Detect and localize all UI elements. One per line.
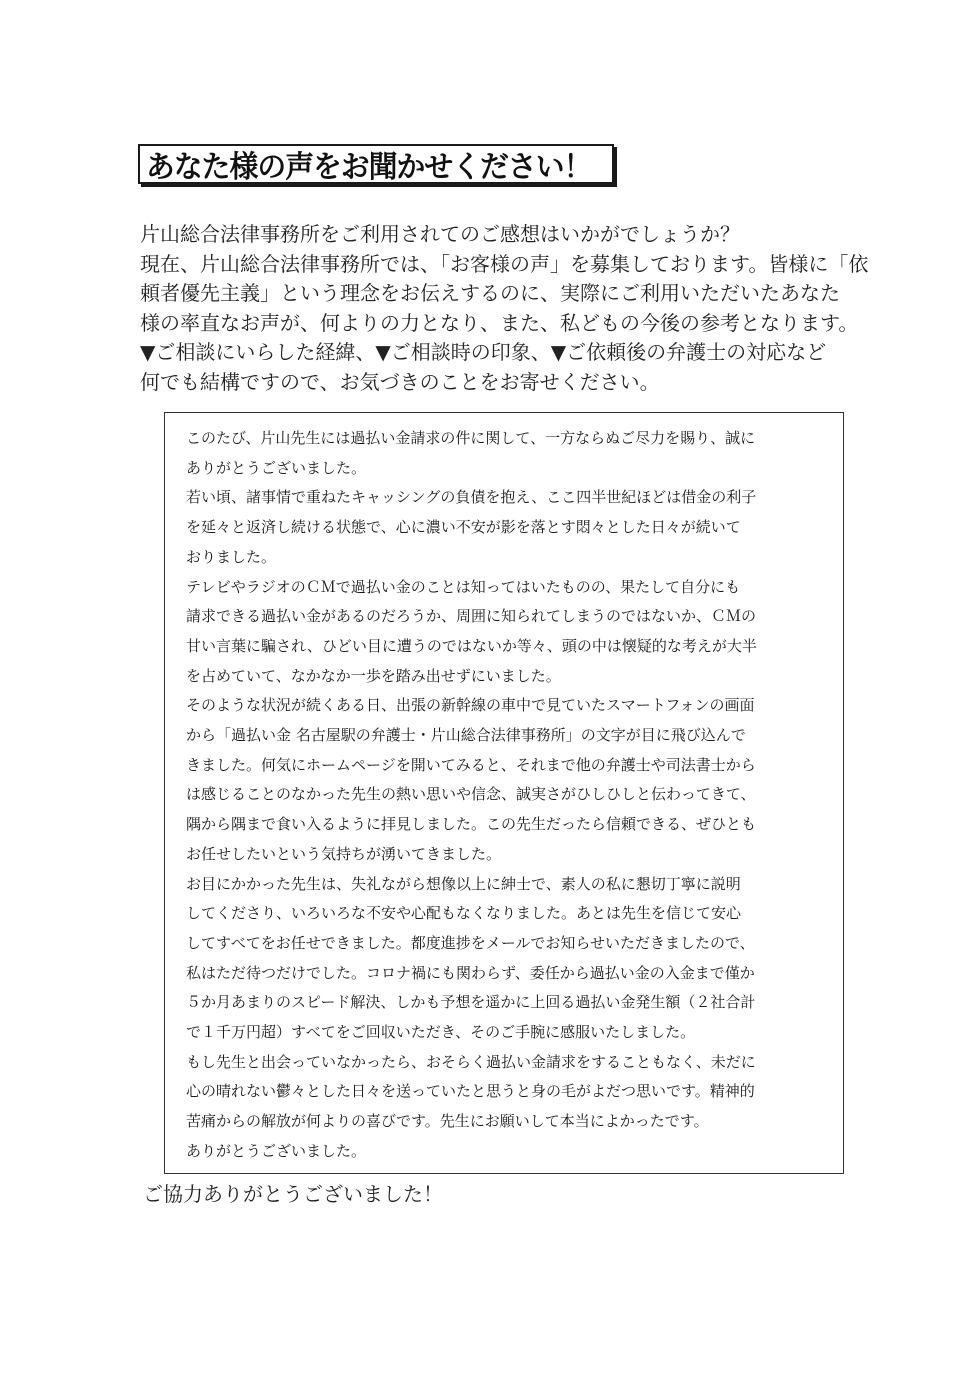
testimonial-line: きました。何気にホームページを開いてみると、それまで他の弁護士や司法書士から — [186, 755, 756, 774]
testimonial-line: このたび、片山先生には過払い金請求の件に関して、一方ならぬご尽力を賜り、誠に — [186, 429, 756, 447]
testimonial-line: ありがとうございました。 — [186, 458, 367, 477]
testimonial-line: 請求できる過払い金があるのだろうか、周囲に知られてしまうのではないか、ＣＭの — [186, 607, 757, 626]
intro-line: 何でも結構ですので、お気づきのことをお寄せください。 — [140, 369, 660, 394]
testimonial-line: してくださり、いろいろな不安や心配もなくなりました。あとは先生を信じて安心 — [186, 904, 742, 923]
testimonial-line: してすべてをお任せできました。都度進捗をメールでお知らせいただきましたので、 — [186, 933, 755, 952]
testimonial-line: を延々と返済し続ける状態で、心に濃い不安が影を落とす悶々とした日々が続いて — [186, 518, 741, 537]
testimonial-line: そのような状況が続くある日、出張の新幹線の車中で見ていたスマートフォンの画面 — [186, 696, 755, 715]
testimonial-line: 苦痛からの解放が何よりの喜びです。先生にお願いして本当によかったです。 — [186, 1112, 709, 1131]
intro-line: 片山総合法律事務所をご利用されてのご感想はいかがでしょうか？ — [140, 222, 740, 246]
testimonial-line: もし先生と出会っていなかったら、おそらく過払い金請求をすることもなく、未だに — [186, 1052, 756, 1071]
intro-line: ▼ご相談にいらした経緯、▼ご相談時の印象、▼ご依頼後の弁護士の対応など — [140, 340, 827, 364]
testimonial-line: で１千万円超）すべてをご回収いただき、そのご手腕に感服いたしました。 — [186, 1023, 696, 1042]
testimonial-line: ５か月あまりのスピード解決、しかも予想を遥かに上回る過払い金発生額（２社合計 — [186, 993, 756, 1012]
testimonial-line: 隅から隅まで食い入るように拝見しました。この先生だったら信頼できる、ぜひとも — [186, 815, 757, 834]
testimonial-text — [186, 424, 836, 1167]
testimonial-line: から「過払い金 名古屋駅の弁護士・片山総合法律事務所」の文字が目に飛び込んで — [186, 726, 746, 745]
testimonial-line: お任せしたいという気持ちが湧いてきました。 — [186, 844, 502, 863]
testimonial-line: 心の晴れない鬱々とした日々を送っていたと思うと身の毛がよだつ思いです。精神的 — [186, 1082, 755, 1101]
page-title: あなた様の声をお聞かせください！ — [146, 150, 592, 185]
intro-line: 頼者優先主義」という理念をお伝えするのに、実際にご利用いただいたあなた — [140, 281, 840, 305]
testimonial-line: 若い頃、諸事情で重ねたキャッシングの負債を抱え、ここ四半世紀ほどは借金の利子 — [186, 488, 757, 507]
testimonial-line: テレビやラジオのＣＭで過払い金のことは知ってはいたものの、果たして自分にも — [186, 577, 741, 596]
title-box — [138, 144, 614, 184]
testimonial-line: を占めていて、なかなか一歩を踏み出せずにいました。 — [186, 666, 561, 685]
closing-message: ご協力ありがとうございました！ — [143, 1182, 443, 1206]
testimonial-line: 私はただ待つだけでした。コロナ禍にも関わらず、委任から過払い金の入金まで僅か — [186, 963, 755, 982]
testimonial-line: 甘い言葉に騙され、ひどい目に遭うのではないか等々、頭の中は懐疑的な考えが大半 — [186, 636, 757, 655]
testimonial-line: ありがとうございました。 — [186, 1141, 367, 1160]
testimonial-line: お目にかかった先生は、失礼ながら想像以上に紳士で、素人の私に懇切丁寧に説明 — [186, 874, 741, 893]
testimonial-line: おりました。 — [186, 547, 277, 566]
intro-paragraph — [140, 220, 869, 397]
intro-line: 現在、片山総合法律事務所では、「お客様の声」を募集しております。皆様に「依 — [140, 251, 869, 276]
testimonial-line: は感じることのなかった先生の熱い思いや信念、誠実さがひしひしと伝わってきて、 — [186, 785, 756, 804]
intro-line: 様の率直なお声が、何よりの力となり、また、私どもの今後の参考となります。 — [140, 310, 859, 335]
